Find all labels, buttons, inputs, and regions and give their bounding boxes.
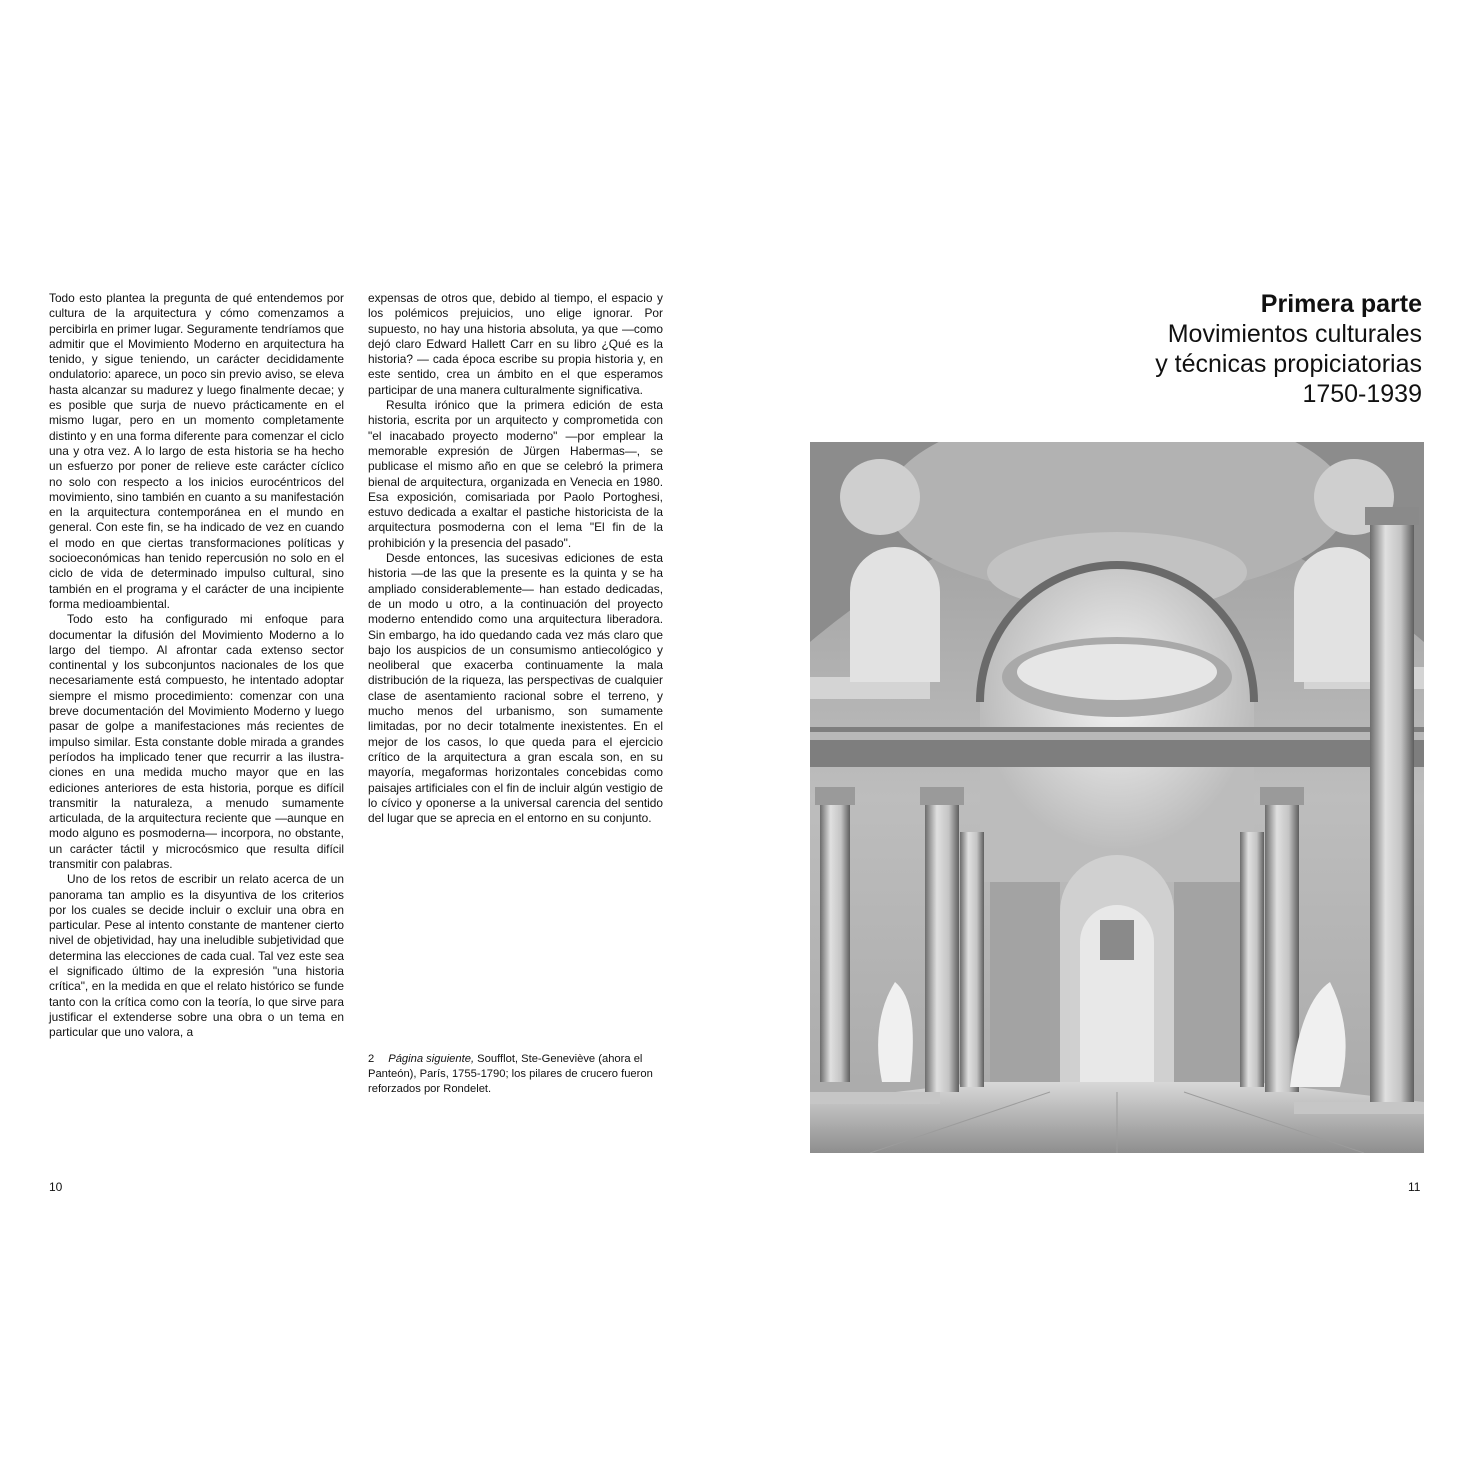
paragraph: Resulta irónico que la primera edición de esta historia, escrita por un arquitecto y comprometida con "el inacabado proyecto moderno" —por emplear la memorable expresión de Jürgen Habermas—, se publicase el mismo año en que se celebró la primera bienal de arquitectura, organizada en Venecia en 1980. Esa exposición, comisariada por Paolo Portoghesi, estuvo dedicada a exaltar el pastiche historicista de la arquitectura posmoderna con el lema "El fin de la prohibición y la presencia del pasado". — [368, 398, 663, 550]
left-text-column — [49, 291, 344, 1041]
page-number-right: 11 — [1408, 1180, 1421, 1194]
part-heading — [1155, 289, 1422, 409]
paragraph: Todo esto plantea la pregunta de qué entendemos por cultura de la arquitectura y cómo comenzamos a percibirla en primer lugar. Seguramente tendríamos que admitir que el Movimiento Moderno en arquitectura ha tenido, y sigue teniendo, un carácter decididamente ondulatorio: aparece, un poco sin previo aviso, se eleva hasta alcanzar su madurez y luego finalmente decae; y es posible que surja de nuevo prácticamente en el mismo lugar, pero en un momento completamente distinto y en una forma diferente para comenzar el ciclo una y otra vez. A lo largo de esta historia se ha hecho un esfuerzo por poner de relieve este carácter cíclico no solo con respecto a los inicios eurocéntricos del movimiento, sino también en cuanto a su manifestación en la arquitectura contemporánea en el mundo en general. Con este fin, se ha indicado de vez en cuando el modo en que ciertas transformaciones políticas y socioeconómicas han tenido repercusión no solo en el ciclo de vida de determinado impulso cultural, sino también en el programa y el carácter de una incipiente forma medioambiental. — [49, 291, 344, 611]
page-number-left: 10 — [49, 1180, 63, 1194]
part-years: 1750-1939 — [1302, 380, 1422, 408]
pantheon-interior-photo — [810, 442, 1424, 1153]
paragraph: Desde entonces, las sucesivas ediciones de esta historia —de las que la presente es la quinta y se ha ampliado considerablemente— han estado dedicadas, de un modo u otro, a la continuación del proyecto moderno entendido como una arquitectura liberadora. Sin embargo, ha ido quedando cada vez más claro que bajo los auspicios de un consumismo antiecológico y neoliberal que exacerba continuamente la mala distribución de la riqueza, las perspectivas de cualquier clase de asentamiento racional sobre el terreno, y mucho menos del urbanismo, son sumamente limitadas, por no decir totalmente inexistentes. En el mejor de los casos, lo que queda para el ejercicio crítico de la arquitectura a gran escala son, en su mayoría, megaformas horizontales concebidas como paisajes artificiales con el fin de incluir algún vestigio de lo cívico y oponerse a la universal carencia del sentido del lugar que se aprecia en el entorno en su conjunto. — [368, 551, 663, 826]
caption-number: 2 — [368, 1053, 375, 1065]
paragraph: expensas de otros que, debido al tiempo, el espacio y los polémicos prejuicios, uno elige ignorar. Por supuesto, no hay una historia absoluta, ya que —como dejó claro Edward Hallett Carr en su libro ¿Qué es la historia? — cada época escribe su propia historia y, en este sentido, crea un ámbito en el que esperamos participar de una manera culturalmente significativa. — [368, 291, 663, 397]
paragraph: Todo esto ha configurado mi enfoque para documentar la difusión del Movimiento Moderno a lo largo del tiempo. Al afrontar cada extenso sector continental y los subconjuntos nacionales de los que necesariamente está compuesto, he intentado adoptar siempre el mismo procedimiento: comenzar con una breve documentación del Movimiento Moderno y luego pasar de golpe a manifestaciones más recientes de impulso similar. Esta constante doble mirada a grandes períodos ha implicado tener que recurrir a las ilustraciones en una medida mucho mayor que en las ediciones anteriores de esta historia, porque es difícil transmitir la naturaleza, a menudo sumamente articulada, de la arquitectura reciente que —aunque en modo alguno es posmoderna— incorpora, no obstante, un carácter táctil y microcósmico que resulta difícil transmitir con palabras. — [49, 612, 344, 871]
caption-text: Soufflot, Ste-Geneviève (ahora el Panteón), París, 1755-1790; los pilares de crucero fueron reforzados por Rondelet. — [368, 1053, 653, 1095]
figure-caption — [368, 1052, 658, 1097]
part-title-line-1: Movimientos culturales — [1167, 320, 1422, 348]
middle-text-column — [368, 291, 663, 826]
part-label: Primera parte — [1260, 290, 1422, 318]
paragraph: Uno de los retos de escribir un relato acerca de un panorama tan amplio es la disyuntiva de los criterios por los cuales se decide incluir o excluir una obra en particular. Pese al intento constante de mantener cierto nivel de objetividad, hay una ineludible subjetividad que determina las elecciones de cada cual. Tal vez este sea el significado último de la expresión "una historia crítica", en la medida en que el relato histórico se funde tanto con la crítica como con la teoría, lo que sirve para justificar el extenderse sobre una obra o un tema en particular que uno valora, a — [49, 872, 344, 1040]
part-title-line-2: y técnicas propiciatorias — [1155, 350, 1422, 378]
caption-label: Página siguiente, — [388, 1053, 475, 1065]
